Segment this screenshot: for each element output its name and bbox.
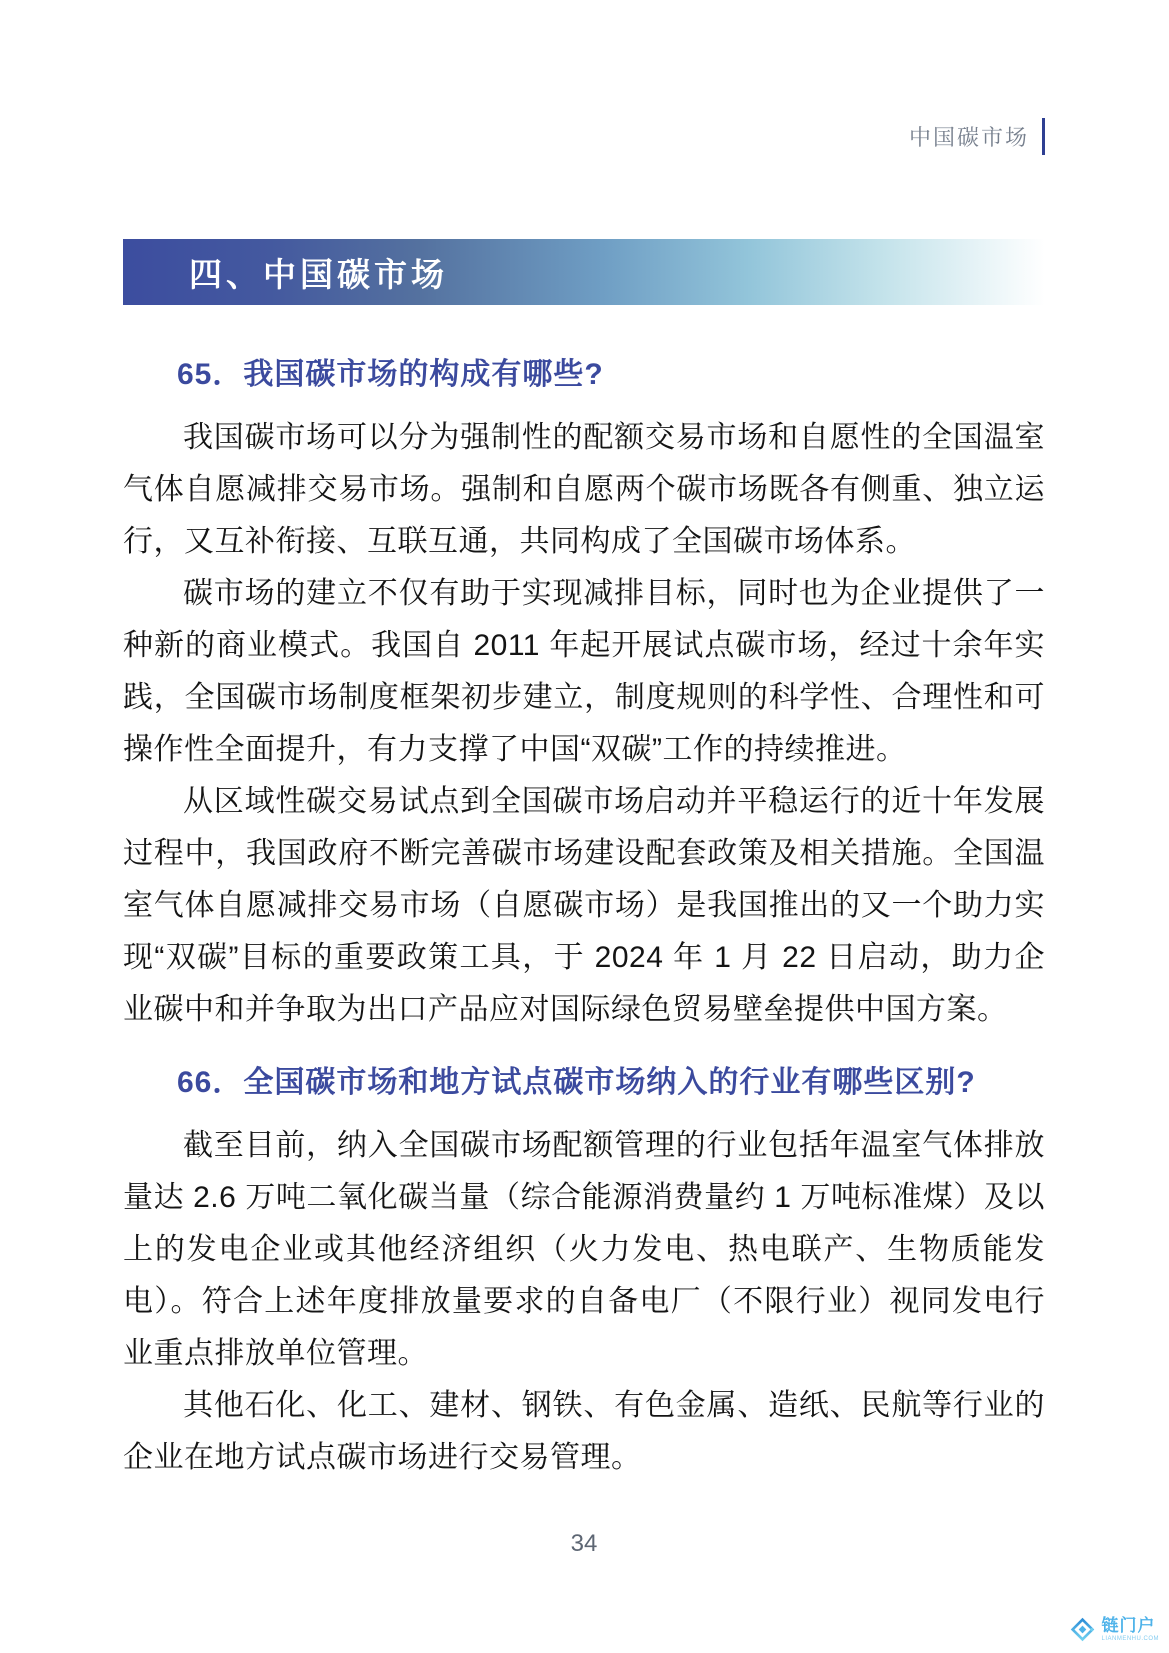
body-paragraph: 从区域性碳交易试点到全国碳市场启动并平稳运行的近十年发展过程中，我国政府不断完善碳市场建设配套政策及相关措施。全国温室气体自愿减排交易市场（自愿碳市场）是我国推出的又一个助力实现“双碳”目标的重要政策工具，于 2024 年 1 月 22 日启动，助力企业碳中和并争取为出口产品应对国际绿色贸易壁垒提供中国方案。 xyxy=(123,785,1045,1026)
lianmenhu-diamond-icon xyxy=(1069,1616,1096,1643)
running-title: 中国碳市场 xyxy=(908,125,1029,150)
page-number: 34 xyxy=(570,1530,598,1557)
running-header xyxy=(909,118,1045,155)
watermark-brand: 链门户 xyxy=(1101,1616,1156,1635)
body-paragraph: 我国碳市场可以分为强制性的配额交易市场和自愿性的全国温室气体自愿减排交易市场。强制和自愿两个碳市场既各有侧重、独立运行，又互补衔接、互联互通，共同构成了全国碳市场体系。 xyxy=(123,421,1045,558)
body-paragraph: 截至目前，纳入全国碳市场配额管理的行业包括年温室气体排放量达 2.6 万吨二氧化碳当量（综合能源消费量约 1 万吨标准煤）及以上的发电企业或其他经济组织（火力发电、热电联产、生物质能发电）。符合上述年度排放量要求的自备电厂（不限行业）视同发电行业重点排放单位管理。 xyxy=(123,1129,1045,1370)
watermark-text xyxy=(1101,1617,1159,1642)
watermark-logo xyxy=(1069,1616,1159,1643)
question-66-heading: 66．全国碳市场和地方试点碳市场纳入的行业有哪些区别? xyxy=(177,1066,976,1099)
main-content xyxy=(123,332,1045,1484)
chapter-banner xyxy=(123,239,1045,305)
question-65-heading: 65．我国碳市场的构成有哪些? xyxy=(177,358,604,391)
chapter-title: 四、中国碳市场 xyxy=(189,255,448,293)
body-paragraph: 其他石化、化工、建材、钢铁、有色金属、造纸、民航等行业的企业在地方试点碳市场进行交易管理。 xyxy=(123,1389,1045,1474)
watermark-domain: LIANMENHU.COM xyxy=(1101,1636,1159,1642)
body-paragraph: 碳市场的建立不仅有助于实现减排目标，同时也为企业提供了一种新的商业模式。我国自 2011 年起开展试点碳市场，经过十余年实践，全国碳市场制度框架初步建立，制度规则的科学性、合理性和可操作性全面提升，有力支撑了中国“双碳”工作的持续推进。 xyxy=(123,577,1045,766)
header-divider xyxy=(1042,118,1045,155)
